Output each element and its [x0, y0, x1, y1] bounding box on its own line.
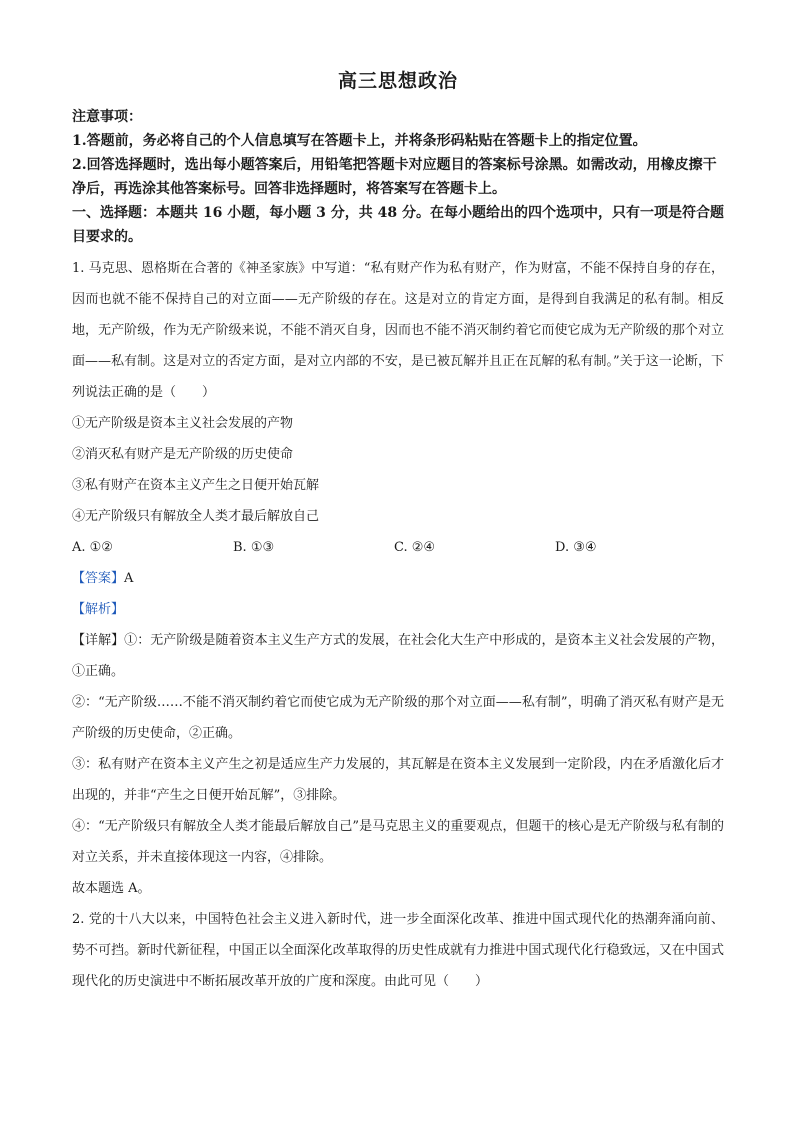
choice-a: A. ①②: [72, 540, 113, 555]
detail-3: ③：私有财产在资本主义产生之初是适应生产力发展的，其瓦解是在资本主义发展到一定阶段，内在矛盾激化后才出现的，并非“产生之日便开始瓦解”，③排除。: [72, 757, 724, 803]
answer-tag: 【答案】: [72, 571, 125, 586]
analysis-line: [72, 594, 724, 625]
section-heading: 一、选择题：本题共 16 小题，每小题 3 分，共 48 分。在每小题给出的四个选项中，只有一项是符合题目要求的。: [72, 205, 724, 245]
page-title: 高三思想政治: [337, 70, 458, 92]
choice-c: C. ②④: [394, 540, 436, 555]
conclusion: 故本题选 A。: [72, 881, 151, 896]
question-1-option-1: ①无产阶级是资本主义社会发展的产物: [72, 416, 294, 431]
exam-page: [72, 66, 724, 997]
analysis-tag: 【解析】: [72, 602, 125, 617]
question-1-choices: [72, 532, 724, 563]
answer-line: [72, 563, 724, 594]
question-2-stem: 2. 党的十八大以来，中国特色社会主义进入新时代，进一步全面深化改革、推进中国式现代化的热潮奔涌向前、势不可挡。新时代新征程，中国正以全面深化改革取得的历史性成就有力推进中国式现代化行稳致远，又在中国式现代化的历史演进中不断拓展改革开放的广度和深度。由此可见（ ）: [72, 912, 724, 989]
question-1-option-4: ④无产阶级只有解放全人类才最后解放自己: [72, 509, 320, 524]
notice-item-2: 2.回答选择题时，选出每小题答案后，用铅笔把答题卡对应题目的答案标号涂黑。如需改动，用橡皮擦干净后，再选涂其他答案标号。回答非选择题时，将答案写在答题卡上。: [72, 157, 717, 197]
detail-1-text: ①：无产阶级是随着资本主义生产方式的发展，在社会化大生产中形成的，是资本主义社会发展的产物，①正确。: [72, 633, 724, 679]
detail-1: [72, 625, 724, 687]
answer-value: A: [124, 571, 134, 586]
question-1-option-2: ②消灭私有财产是无产阶级的历史使命: [72, 447, 294, 462]
detail-tag: 【详解】: [72, 633, 125, 648]
choice-d: D. ③④: [555, 540, 597, 555]
choice-b: B. ①③: [233, 540, 275, 555]
question-1-option-3: ③私有财产在资本主义产生之日便开始瓦解: [72, 478, 320, 493]
notice-item-1: 1.答题前，务必将自己的个人信息填写在答题卡上，并将条形码粘贴在答题卡上的指定位置。: [72, 133, 647, 149]
detail-4: ④：“无产阶级只有解放全人类才能最后解放自己”是马克思主义的重要观点，但题干的核心是无产阶级与私有制的对立关系，并未直接体现这一内容，④排除。: [72, 819, 724, 865]
detail-2: ②：“无产阶级……不能不消灭制约着它而使它成为无产阶级的那个对立面——私有制”，明确了消灭私有财产是无产阶级的历史使命，②正确。: [72, 695, 724, 741]
notice-heading: 注意事项：: [72, 109, 142, 125]
question-1-stem: 1. 马克思、恩格斯在合著的《神圣家族》中写道：“私有财产作为私有财产，作为财富，不能不保持自身的存在，因而也就不能不保持自己的对立面——无产阶级的存在。这是对立的肯定方面，是得到自我满足的私有制。相反地，无产阶级，作为无产阶级来说，不能不消灭自身，因而也不能不消灭制约着它而使它成为无产阶级的那个对立面——私有制。这是对立的否定方面，是对立内部的不安，是已被瓦解并且正在瓦解的私有制。”关于这一论断，下列说法正确的是（ ）: [72, 261, 724, 400]
